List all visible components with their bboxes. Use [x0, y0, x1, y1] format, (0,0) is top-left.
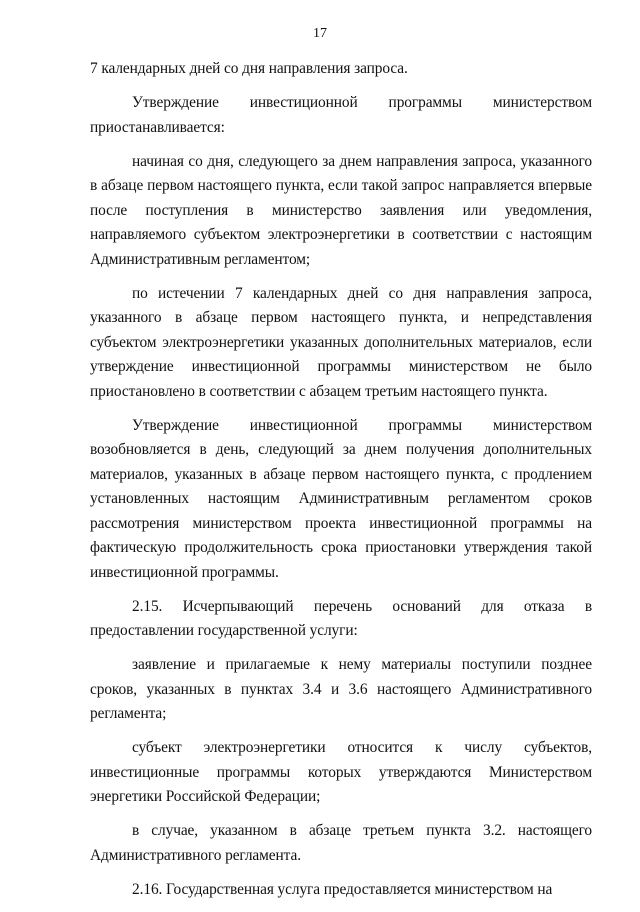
- paragraph-continuation: 7 календарных дней со дня направления запроса.: [90, 60, 408, 77]
- document-body: [90, 57, 592, 912]
- page-number: 17: [313, 26, 327, 41]
- paragraph-suspension-case-1: начиная со дня, следующего за днем направления запроса, указанного в абзаце первом настоящего пункта, если такой запрос направляется впервые после поступления в министерство заявления или уведомления, направляемого субъектом электроэнергетики в соответствии с настоящим Административным регламентом;: [90, 152, 592, 268]
- paragraph-section-2-16: 2.16. Государственная услуга предоставляется министерством на: [132, 880, 553, 898]
- paragraph-refusal-ground-1: заявление и прилагаемые к нему материалы поступили позднее сроков, указанных в пунктах 3.4 и 3.6 настоящего Административного регламента;: [90, 656, 592, 722]
- paragraph-resumption: Утверждение инвестиционной программы министерством возобновляется в день, следующий за днем получения дополнительных материалов, указанных в абзаце первом настоящего пункта, с продлением установленных настоящим Административным регламентом сроков рассмотрения министерством проекта инвестиционной программы на фактическую продолжительность срока приостановки утверждения такой инвестиционной программы.: [90, 416, 592, 581]
- paragraph-suspension-case-2: по истечении 7 календарных дней со дня направления запроса, указанного в абзаце первом настоящего пункта, и непредставления субъектом электроэнергетики указанных дополнительных материалов, если утверждение инвестиционной программы министерством не было приостановлено в соответствии с абзацем третьим настоящего пункта.: [90, 284, 592, 400]
- paragraph-refusal-ground-3: в случае, указанном в абзаце третьем пункта 3.2. настоящего Административного регламента.: [90, 822, 592, 864]
- paragraph-suspension-heading: Утверждение инвестиционной программы министерством приостанавливается:: [90, 94, 592, 136]
- paragraph-section-2-15: 2.15. Исчерпывающий перечень оснований для отказа в предоставлении государственной услуги:: [90, 597, 592, 639]
- paragraph-refusal-ground-2: субъект электроэнергетики относится к числу субъектов, инвестиционные программы которых утверждаются Министерством энергетики Российской Федерации;: [90, 739, 592, 805]
